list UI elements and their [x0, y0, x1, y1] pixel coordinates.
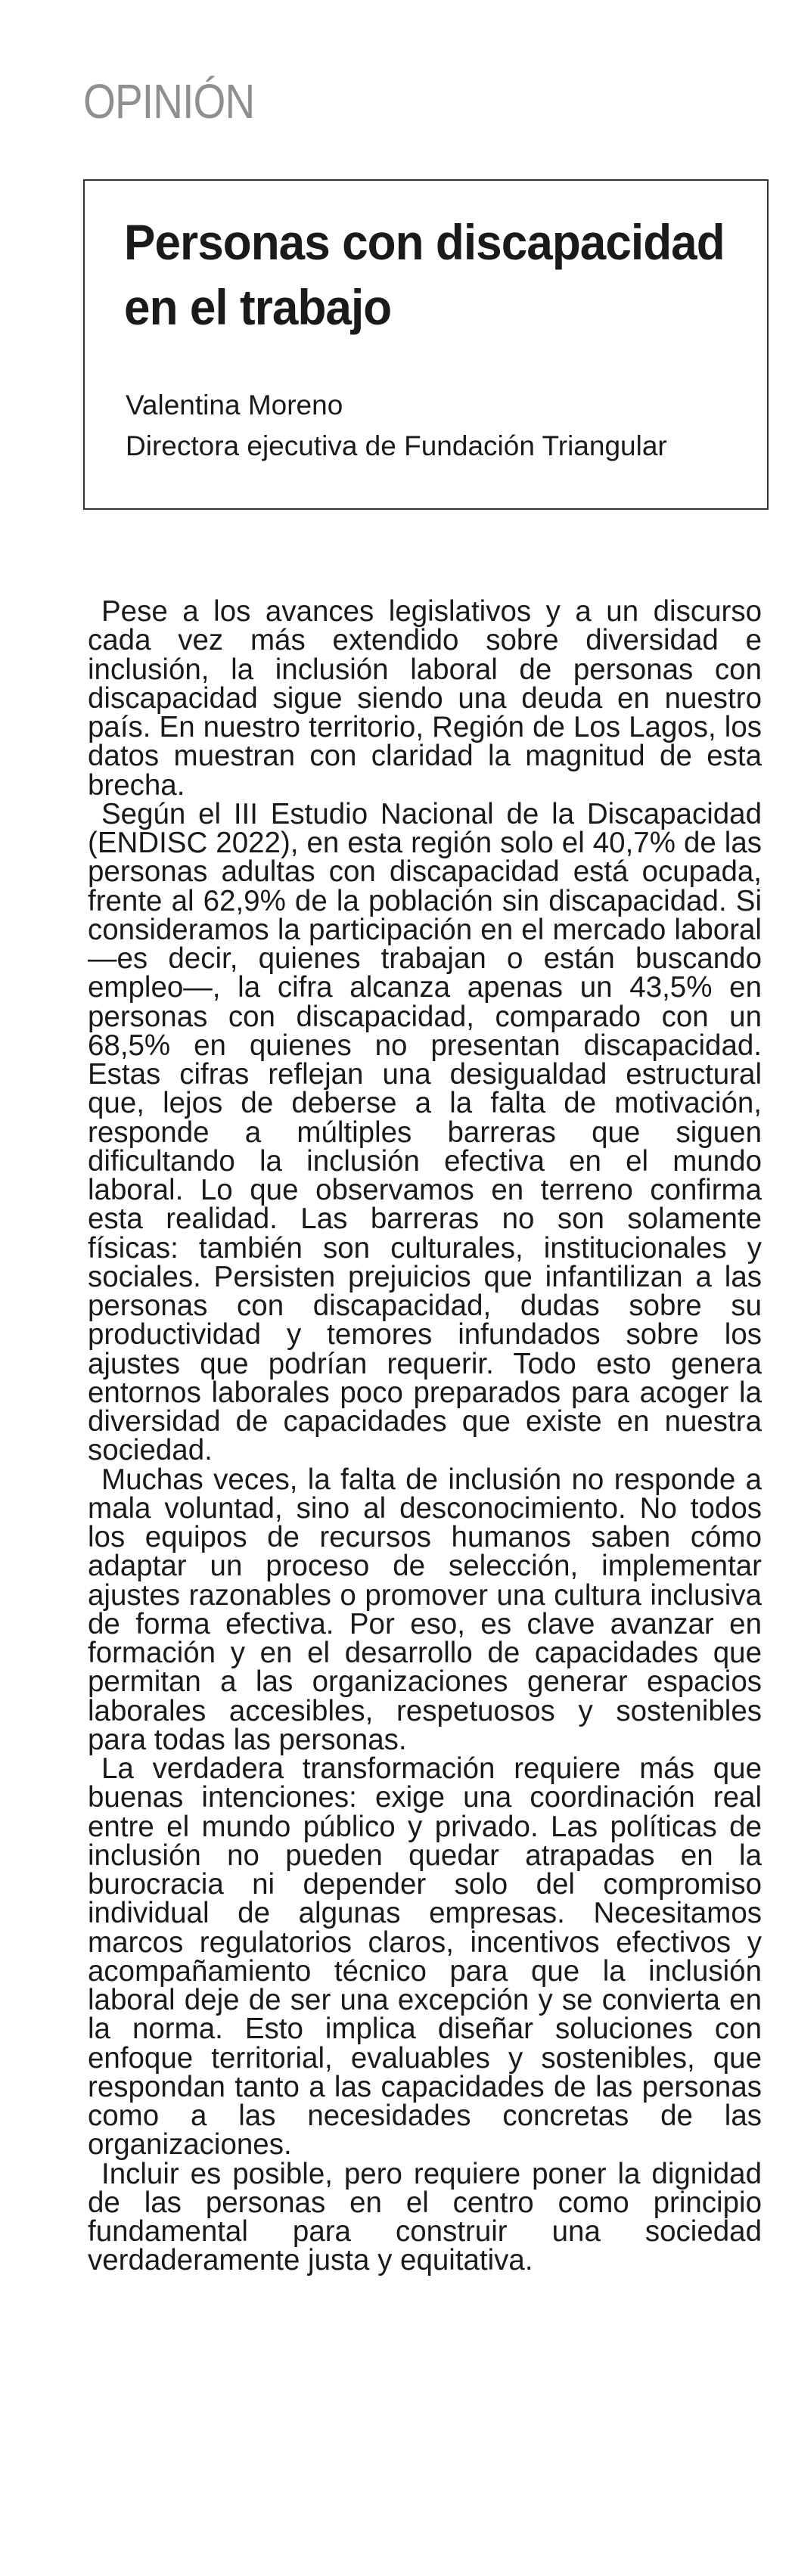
author-block	[126, 385, 667, 467]
section-label: OPINIÓN	[83, 74, 255, 129]
article-header-box	[83, 179, 769, 510]
article-title: Personas con discapacidad en el trabajo	[124, 214, 725, 335]
body-paragraph: Pese a los avances legislativos y a un discurso cada vez más extendido sobre diversidad e inclusión, la inclusión laboral de personas con discapacidad sigue siendo una deuda en nuestro país. En nuestro territorio, Región de Los Lagos, los datos muestran con claridad la magnitud de esta brecha.	[88, 595, 762, 802]
body-paragraph: Según el III Estudio Nacional de la Discapacidad (ENDISC 2022), en esta región solo el 40,7% de las personas adultas con discapacidad está ocupada, frente al 62,9% de la población sin discapacidad. Si consideramos la participación en el mercado laboral —es decir, quienes trabajan o están buscando empleo—, la cifra alcanza apenas un 43,5% en personas con discapacidad, comparado con un 68,5% en quienes no presentan discapacidad. Estas cifras reflejan una desigualdad estructural que, lejos de deberse a la falta de motivación, responde a múltiples barreras que siguen dificultando la inclusión efectiva en el mundo laboral. Lo que observamos en terreno confirma esta realidad. Las barreras no son solamente físicas: también son culturales, institucionales y sociales. Persisten prejuicios que infantilizan a las personas con discapacidad, dudas sobre su productividad y temores infundados sobre los ajustes que podrían requerir. Todo esto genera entornos laborales poco preparados para acoger la diversidad de capacidades que existe en nuestra sociedad.	[88, 797, 762, 1467]
body-paragraph: Incluir es posible, pero requiere poner la dignidad de las personas en el centro como principio fundamental para construir una sociedad verdaderamente justa y equitativa.	[88, 2157, 762, 2277]
author-role: Directora ejecutiva de Fundación Triangular	[126, 430, 667, 461]
body-paragraph: La verdadera transformación requiere más que buenas intenciones: exige una coordinación real entre el mundo público y privado. Las políticas de inclusión no pueden quedar atrapadas en la burocracia ni depender solo del compromiso individual de algunas empresas. Necesitamos marcos regulatorios claros, incentivos efectivos y acompañamiento técnico para que la inclusión laboral deje de ser una excepción y se convierta en la norma. Esto implica diseñar soluciones con enfoque territorial, evaluables y sostenibles, que respondan tanto a las capacidades de las personas como a las necesidades concretas de las organizaciones.	[88, 1752, 762, 2162]
body-paragraph: Muchas veces, la falta de inclusión no responde a mala voluntad, sino al desconocimiento. No todos los equipos de recursos humanos saben cómo adaptar un proceso de selección, implementar ajustes razonables o promover una cultura inclusiva de forma efectiva. Por eso, es clave avanzar en formación y en el desarrollo de capacidades que permitan a las organizaciones generar espacios laborales accesibles, respetuosos y sostenibles para todas las personas.	[88, 1463, 762, 1756]
article-body	[88, 597, 762, 2276]
author-name: Valentina Moreno	[126, 390, 343, 421]
